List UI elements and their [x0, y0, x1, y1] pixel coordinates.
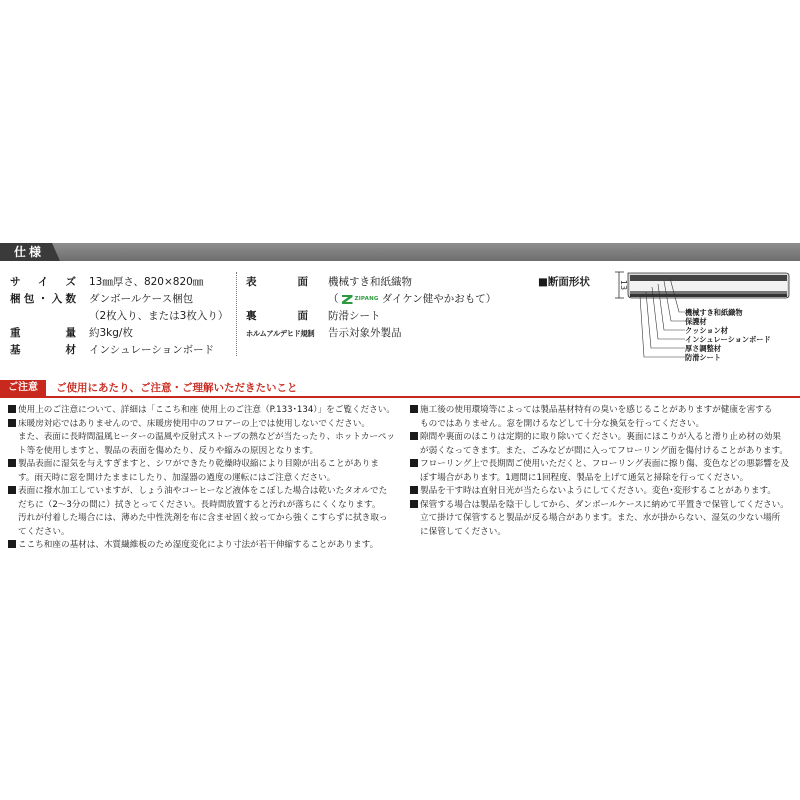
caution-note-text: す。雨天時に窓を開けたままにしたり、加湿器の過度の運転にはご注意ください。 [18, 472, 336, 483]
caution-note-text: 立て掛けて保管すると製品が反る場合があります。また、水が掛からない、湿気の少ない場所 [420, 513, 781, 523]
caution-title: ご使用にあたり、ご注意・ご理解いただきたいこと [56, 382, 298, 394]
caution-note-line [8, 404, 400, 418]
zipang-open-paren: （ [328, 293, 339, 305]
caution-note-line [8, 458, 400, 472]
caution-note-line [8, 539, 400, 553]
spec-row-formaldehyde [246, 325, 496, 342]
layer-label: クッション材 [685, 326, 728, 335]
spec-label-char: 量 [65, 327, 76, 339]
square-bullet-icon [410, 432, 418, 440]
spec-label-char: 基 [10, 344, 21, 356]
spec-row-back [246, 308, 496, 325]
caution-note-line [8, 472, 400, 486]
spec-row-packing-detail [10, 308, 228, 325]
caution-divider [0, 396, 800, 398]
leader-line [646, 292, 685, 348]
caution-note-text: また、表面に長時間温風ヒーターの温風や反射式ストーブの熱などが当たったり、ホットカーペッ [18, 432, 396, 442]
caution-note-line [410, 526, 800, 540]
board-layer-bottom [630, 294, 787, 297]
spec-label-char: 入 [51, 293, 63, 305]
square-bullet-icon [8, 540, 16, 548]
spec-label-packing [10, 291, 76, 308]
caution-note-line [8, 485, 400, 499]
spec-row-surface [246, 274, 496, 291]
spec-row-packing [10, 291, 228, 308]
caution-note-text: ものではありません。窓を開けるなどして十分な換気を行ってください。 [420, 418, 705, 429]
spec-label-size [10, 274, 76, 291]
square-bullet-icon [8, 419, 16, 427]
spec-value-base: インシュレーションボード [89, 344, 215, 356]
board-layer-adjust [630, 291, 787, 294]
caution-note-text: ここち和座の基材は、木質繊維板のため湿度変化により寸法が若干伸縮することがあります。 [18, 540, 379, 550]
spec-value-back: 防滑シート [328, 310, 381, 322]
caution-note-line [410, 485, 800, 499]
spec-value-packing-detail: （2枚入り、または3枚入り） [89, 310, 229, 322]
spec-row-base [10, 342, 228, 359]
caution-note-text: 床暖房対応ではありませんので、床暖房使用中のフロアーの上では使用しないでください。 [18, 418, 370, 429]
spec-label-char: 数 [65, 293, 76, 305]
spec-header-bar [0, 243, 800, 261]
caution-note-line [8, 512, 400, 526]
spec-value-size: 13㎜厚さ、820×820㎜ [89, 276, 204, 288]
spec-label-char: 材 [65, 344, 76, 356]
spec-label-char: ・ [37, 293, 49, 305]
square-bullet-icon [8, 486, 16, 494]
spec-label-char: ズ [65, 276, 76, 288]
spec-value-weight: 約3kg/枚 [89, 327, 133, 339]
caution-note-text: 使用上のご注意について、詳細は「ここち和座 使用上のご注意（P.133･134）」をご覧ください。 [18, 405, 395, 415]
spec-label-base [10, 342, 76, 359]
caution-note-text: 製品を干す時は直射日光が当たらないようにしてください。変色･変形することがあります。 [420, 486, 776, 496]
caution-note-line [410, 472, 800, 486]
spec-label-char: イ [37, 276, 49, 288]
caution-note-line [410, 445, 800, 459]
spec-row-size [10, 274, 228, 291]
caution-note-text: 表面に撥水加工していますが、しょう油やコーヒーなど液体をこぼした場合は乾いたタオルでた [18, 486, 388, 496]
caution-note-text: 施工後の使用環境等によっては製品基材特有の臭いを感じることがありますが健康を害する [420, 405, 773, 415]
caution-note-text: 製品表面に湿気を与えすぎますと、シワができたり乾燥時収縮により目隙が出ることがありま [18, 459, 379, 469]
spec-value-surface: 機械すき和紙織物 [328, 276, 412, 288]
spec-title: 仕様 [14, 245, 45, 259]
zipang-logo-text: ZIPANG [354, 296, 379, 302]
caution-note-text: が弱くなってきます。また、ごみなどが間に入ってフローリング面を傷付けることがあります。 [420, 445, 788, 456]
square-bullet-icon [410, 500, 418, 508]
spec-label-empty [246, 291, 308, 308]
square-bullet-icon [8, 459, 16, 467]
cross-section-diagram [608, 266, 798, 366]
spec-mid-table [246, 274, 496, 342]
caution-note-line [8, 526, 400, 540]
caution-note-text: ぼす場合があります。1週間に1回程度、製品を上げて通気と掃除を行ってください。 [420, 472, 749, 483]
caution-note-text: 汚れが付着した場合には、薄めた中性洗剤を布に含ませ固く絞ってから強くこすらずに拭き取っ [18, 513, 388, 523]
spec-label-back [246, 308, 308, 325]
layer-label: 厚さ調整材 [685, 344, 721, 353]
caution-note-text: ト等を使用しますと、製品の表面を傷めたり、反りや縮みの原因となります。 [18, 445, 319, 456]
layer-label: インシュレーションボード [685, 335, 771, 344]
spec-label-weight [10, 325, 76, 342]
spec-value-zipang [328, 291, 496, 308]
layer-label: 防滑シート [685, 353, 721, 362]
spec-label-surface [246, 274, 308, 291]
thickness-value: 13 [619, 279, 628, 291]
square-bullet-icon [410, 405, 418, 413]
caution-note-line [410, 431, 800, 445]
spec-divider [236, 272, 237, 356]
zipang-logo [342, 291, 379, 308]
spec-label-char: サ [10, 276, 21, 288]
spec-value-formaldehyde: 告示対象外製品 [328, 327, 402, 339]
caution-note-text: 隙間や裏面のほこりは定期的に取り除いてください。裏面にほこりが入ると滑り止め材の効果 [420, 432, 781, 442]
zipang-product-name: ダイケン健やかおもて） [381, 293, 497, 305]
caution-note-text: フローリング上で長期間ご使用いただくと、フローリング表面に擦り傷、変色などの悪影響を及 [420, 459, 790, 469]
caution-note-line [410, 512, 800, 526]
caution-note-line [8, 418, 400, 432]
spec-label-char: 面 [297, 310, 308, 322]
square-bullet-icon [410, 459, 418, 467]
caution-note-line [8, 499, 400, 513]
spec-label-char: 面 [297, 276, 308, 288]
spec-label-char: 裏 [246, 310, 257, 322]
caution-notes-left [8, 404, 400, 553]
spec-left-table [10, 274, 228, 359]
square-bullet-icon [410, 486, 418, 494]
spec-label-char: 表 [246, 276, 257, 288]
caution-notes-right [410, 404, 800, 539]
spec-label-char: 重 [10, 327, 21, 339]
caution-note-line [410, 458, 800, 472]
square-bullet-icon [8, 405, 16, 413]
board-layer-core [630, 281, 787, 291]
board-layer-top [630, 275, 787, 281]
layer-label: 機械すき和紙織物 [685, 308, 743, 317]
spec-row-weight [10, 325, 228, 342]
spec-value-packing: ダンボールケース梱包 [89, 293, 194, 305]
zipang-z-icon [342, 295, 353, 304]
cross-section-label: ■断面形状 [538, 276, 590, 288]
spec-label-char: 包 [23, 293, 35, 305]
caution-note-text: てください。 [18, 526, 70, 537]
layer-label: 保護材 [685, 317, 707, 326]
spec-label-char: 梱 [10, 293, 21, 305]
caution-note-line [410, 418, 800, 432]
caution-note-line [8, 431, 400, 445]
caution-note-text: だちに（2～3分の間に）拭きとってください。長時間放置すると汚れが落ちにくくなります。 [18, 499, 381, 510]
caution-note-text: に保管してください。 [420, 526, 506, 537]
caution-note-line [410, 499, 800, 513]
spec-label-empty [10, 308, 76, 325]
caution-tag: ご注意 [0, 380, 46, 396]
caution-note-line [8, 445, 400, 459]
spec-label-formaldehyde: ホルムアルデヒド規制 [246, 329, 315, 338]
caution-note-text: 保管する場合は製品を陰干ししてから、ダンボールケースに納めて平置きで保管してください。 [420, 499, 789, 510]
spec-row-zipang [246, 291, 496, 308]
caution-note-line [410, 404, 800, 418]
